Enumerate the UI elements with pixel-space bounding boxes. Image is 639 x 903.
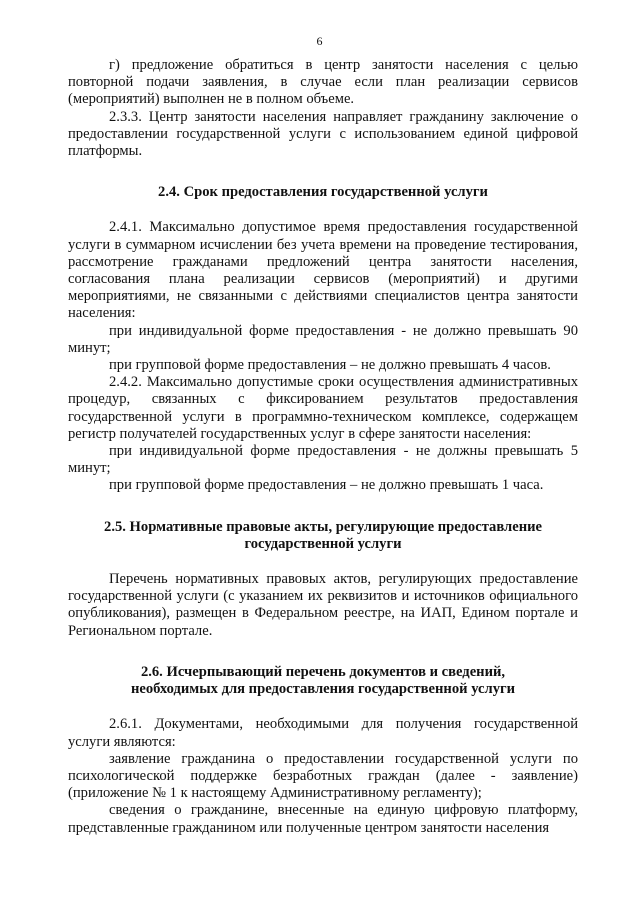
page-number: 6 bbox=[316, 34, 323, 48]
section-heading-2-4: 2.4. Срок предоставления государственной услуги bbox=[158, 184, 488, 201]
spacer bbox=[68, 553, 578, 571]
paragraph-2-3-2-g: г) предложение обратиться в центр занятости населения с целью повторной подачи заявления, в случае если план реализации сервисов (мероприятий) выполнен не в полном объеме. bbox=[68, 57, 578, 108]
paragraph-2-4-1: 2.4.1. Максимально допустимое время предоставления государственной услуги в суммарном исчислении без учета времени на проведение тестирования, рассмотрение гражданами предложений центра занятости населения, согласования плана реализации сервисов (мероприятий) и другими мероприятиями, не связанными с действиями специалистов центра занятости населения: bbox=[68, 219, 578, 322]
paragraph-2-6-1: 2.6.1. Документами, необходимыми для получения государственной услуги являются: bbox=[68, 716, 578, 750]
section-heading-2-6-line1: 2.6. Исчерпывающий перечень документов и сведений, bbox=[140, 663, 506, 680]
paragraph-2-5-list: Перечень нормативных правовых актов, регулирующих предоставление государственной услуги (с указанием их реквизитов и источников официального опубликования), размещен в Федеральном реестре, на ИАП, Едином портале и Региональном портале. bbox=[68, 571, 578, 639]
paragraph-group-form-4h: при групповой форме предоставления – не должно превышать 4 часов. bbox=[109, 357, 551, 374]
section-heading-2-5 bbox=[68, 519, 578, 553]
document-body bbox=[68, 57, 578, 837]
spacer bbox=[68, 160, 578, 184]
section-heading-2-6 bbox=[68, 664, 578, 698]
spacer bbox=[68, 640, 578, 664]
section-heading-2-6-line2: необходимых для предоставления государственной услуги bbox=[130, 681, 516, 698]
paragraph-application: заявление гражданина о предоставлении государственной услуги по психологической поддержке безработных граждан (далее - заявление) (приложение № 1 к настоящему Административному регламенту); bbox=[68, 750, 578, 802]
section-heading-2-5-line2: государственной услуги bbox=[244, 535, 402, 552]
paragraph-2-3-3: 2.3.3. Центр занятости населения направляет гражданину заключение о предоставлении государственной услуги с использованием единой цифровой платформы. bbox=[68, 108, 578, 160]
paragraph-individual-form-90: при индивидуальной форме предоставления - не должно превышать 90 минут; bbox=[68, 322, 578, 356]
paragraph-group-form-1h: при групповой форме предоставления – не должно превышать 1 часа. bbox=[109, 477, 544, 494]
spacer bbox=[68, 201, 578, 219]
paragraph-individual-form-5min: при индивидуальной форме предоставления - не должны превышать 5 минут; bbox=[68, 443, 578, 477]
section-heading-2-5-line1: 2.5. Нормативные правовые акты, регулирующие предоставление bbox=[104, 518, 542, 535]
spacer bbox=[68, 698, 578, 716]
paragraph-2-4-2: 2.4.2. Максимально допустимые сроки осуществления административных процедур, связанных с фиксированием результатов предоставления государственной услуги в программно-техническом комплексе, содержащем регистр получателей государственных услуг в сфере занятости населения: bbox=[68, 374, 578, 442]
spacer bbox=[68, 495, 578, 519]
paragraph-citizen-info: сведения о гражданине, внесенные на единую цифровую платформу, представленные гражданином или полученные центром занятости населения bbox=[68, 802, 578, 836]
